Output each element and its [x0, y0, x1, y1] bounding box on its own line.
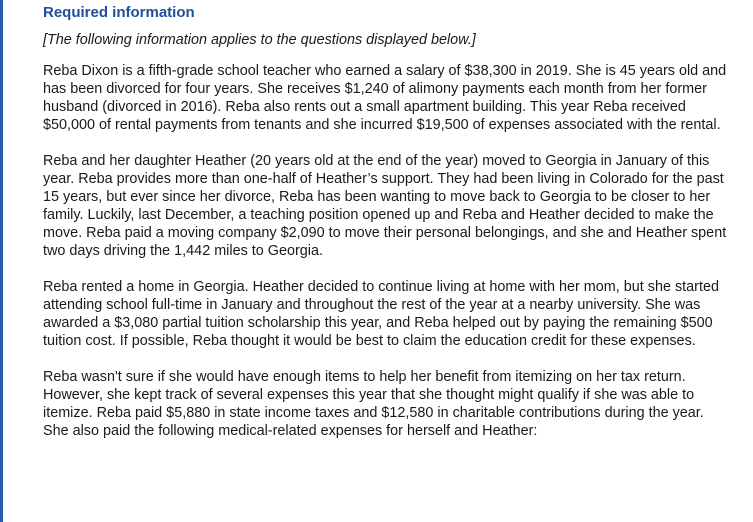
accent-bar	[0, 0, 3, 522]
paragraph-education: Reba rented a home in Georgia. Heather decided to continue living at home with her mom, but she started attending school full-time in January and throughout the rest of the year at a nearby university. She was awarded a $3,080 partial tuition scholarship this year, and Reba helped out by paying the remaining $500 tuition cost. If possible, Reba thought it would be best to claim the education credit for these expenses.	[43, 279, 719, 349]
applies-note: [The following information applies to the questions displayed below.]	[43, 32, 476, 48]
content-area	[43, 3, 731, 440]
paragraph-itemizing: Reba wasn't sure if she would have enough items to help her benefit from itemizing on her tax return. However, she kept track of several expenses this year that she thought might qualify if she was able to itemize. Reba paid $5,880 in state income taxes and $12,580 in charitable contributions during the year. She also paid the following medical-related expenses for herself and Heather:	[43, 369, 704, 439]
paragraph-move: Reba and her daughter Heather (20 years old at the end of the year) moved to Georgia in January of this year. Reba provides more than one-half of Heather’s support. They had been living in Colorado for the past 15 years, but ever since her divorce, Reba has been wanting to move back to Georgia to be closer to her family. Luckily, last December, a teaching position opened up and Reba and Heather decided to make the move. Reba paid a moving company $2,090 to move their personal belongings, and she and Heather spent two days driving the 1,442 miles to Georgia.	[43, 153, 727, 259]
required-information-heading: Required information	[43, 4, 195, 21]
paragraph-background: Reba Dixon is a fifth-grade school teacher who earned a salary of $38,300 in 2019. She is 45 years old and has been divorced for four years. She receives $1,240 of alimony payments each month from her former husband (divorced in 2016). Reba also rents out a small apartment building. This year Reba received $50,000 of rental payments from tenants and she incurred $19,500 of expenses associated with the rental.	[43, 63, 727, 133]
